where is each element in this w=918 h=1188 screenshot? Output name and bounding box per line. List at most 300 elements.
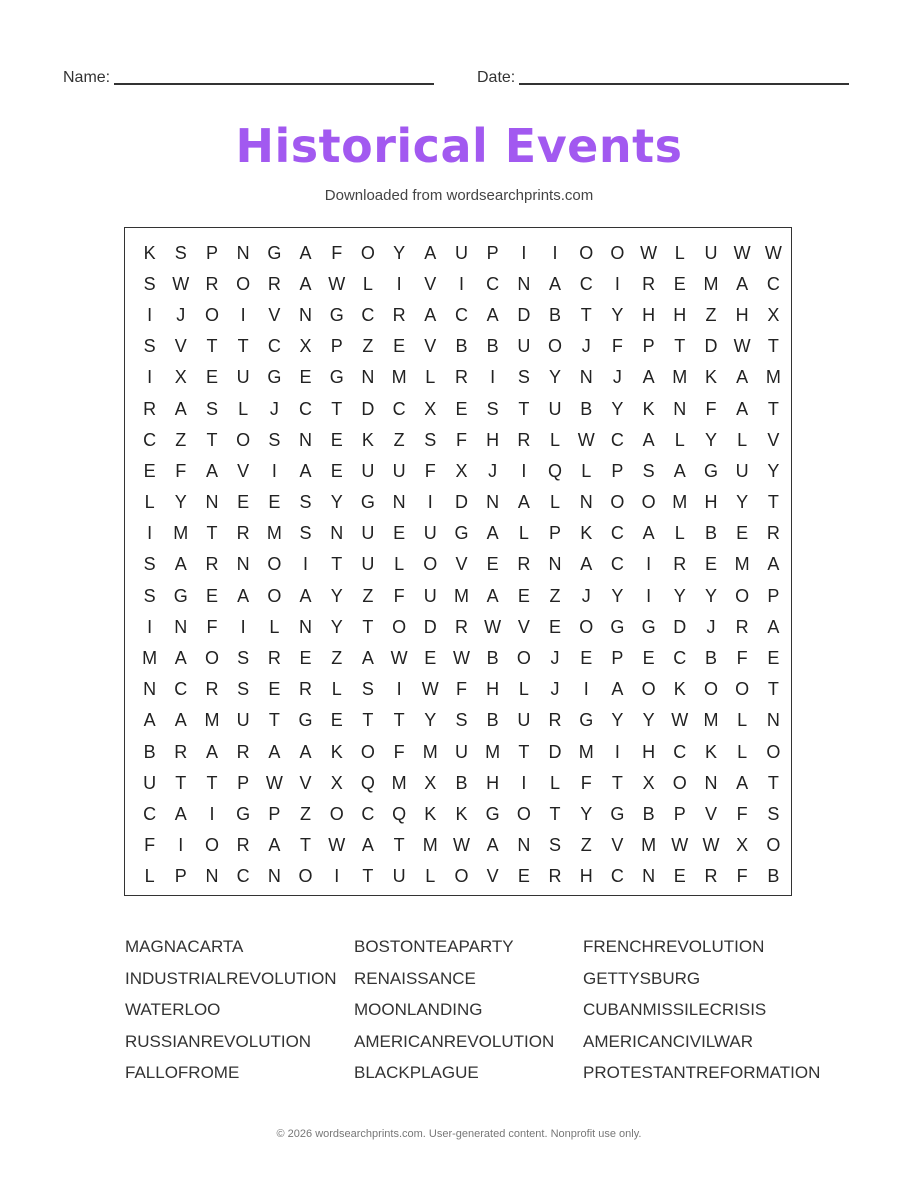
grid-letter[interactable]: T: [518, 741, 530, 762]
grid-letter[interactable]: M: [765, 367, 781, 388]
grid-letter[interactable]: V: [611, 835, 624, 856]
grid-letter[interactable]: A: [174, 648, 187, 669]
grid-letter[interactable]: N: [517, 273, 531, 294]
grid-letter[interactable]: Y: [767, 460, 780, 481]
date-line[interactable]: [519, 83, 849, 85]
grid-letter[interactable]: X: [299, 336, 312, 357]
grid-letter[interactable]: V: [517, 616, 530, 637]
grid-letter[interactable]: S: [237, 648, 250, 669]
grid-letter[interactable]: M: [391, 367, 407, 388]
grid-letter[interactable]: T: [237, 336, 249, 357]
grid-letter[interactable]: I: [521, 242, 527, 263]
grid-letter[interactable]: P: [486, 242, 499, 263]
grid-letter[interactable]: T: [393, 835, 405, 856]
grid-letter[interactable]: A: [174, 554, 187, 575]
grid-letter[interactable]: T: [767, 772, 779, 793]
grid-letter[interactable]: N: [205, 492, 219, 513]
grid-letter[interactable]: B: [486, 648, 499, 669]
grid-letter[interactable]: M: [485, 741, 501, 762]
grid-letter[interactable]: S: [237, 679, 250, 700]
grid-letter[interactable]: R: [454, 616, 468, 637]
grid-letter[interactable]: O: [236, 273, 251, 294]
grid-letter[interactable]: U: [735, 460, 749, 481]
grid-letter[interactable]: N: [486, 492, 500, 513]
grid-letter[interactable]: A: [299, 585, 312, 606]
grid-letter[interactable]: Y: [736, 492, 749, 513]
grid-letter[interactable]: U: [548, 398, 562, 419]
grid-letter[interactable]: B: [455, 772, 468, 793]
grid-letter[interactable]: O: [360, 741, 375, 762]
grid-letter[interactable]: X: [174, 367, 187, 388]
grid-letter[interactable]: R: [143, 398, 157, 419]
grid-letter[interactable]: E: [268, 492, 281, 513]
grid-letter[interactable]: I: [334, 866, 340, 887]
grid-letter[interactable]: B: [549, 304, 562, 325]
grid-letter[interactable]: W: [265, 772, 283, 793]
grid-letter[interactable]: V: [767, 429, 780, 450]
grid-letter[interactable]: P: [673, 803, 686, 824]
grid-letter[interactable]: C: [454, 304, 468, 325]
grid-letter[interactable]: T: [362, 866, 374, 887]
grid-letter[interactable]: J: [706, 616, 716, 637]
grid-letter[interactable]: W: [577, 429, 595, 450]
grid-letter[interactable]: F: [144, 835, 156, 856]
grid-letter[interactable]: O: [298, 866, 313, 887]
grid-letter[interactable]: D: [517, 304, 531, 325]
grid-letter[interactable]: R: [267, 648, 281, 669]
grid-letter[interactable]: Y: [704, 585, 717, 606]
grid-letter[interactable]: Z: [362, 585, 374, 606]
grid-letter[interactable]: N: [330, 523, 344, 544]
grid-letter[interactable]: J: [176, 304, 186, 325]
grid-letter[interactable]: H: [704, 492, 718, 513]
grid-letter[interactable]: Q: [360, 772, 375, 793]
grid-letter[interactable]: O: [579, 242, 594, 263]
grid-letter[interactable]: N: [236, 242, 250, 263]
grid-letter[interactable]: C: [486, 273, 500, 294]
grid-letter[interactable]: J: [581, 585, 591, 606]
grid-letter[interactable]: A: [268, 741, 281, 762]
grid-letter[interactable]: T: [331, 398, 343, 419]
grid-letter[interactable]: A: [361, 648, 374, 669]
grid-letter[interactable]: G: [298, 710, 313, 731]
grid-letter[interactable]: V: [486, 866, 499, 887]
grid-letter[interactable]: P: [174, 866, 187, 887]
grid-letter[interactable]: R: [548, 866, 562, 887]
grid-letter[interactable]: H: [673, 304, 687, 325]
grid-letter[interactable]: O: [766, 835, 781, 856]
grid-letter[interactable]: G: [329, 367, 344, 388]
grid-letter[interactable]: O: [641, 679, 656, 700]
grid-letter[interactable]: I: [271, 460, 277, 481]
grid-letter[interactable]: L: [269, 616, 280, 637]
grid-letter[interactable]: R: [392, 304, 406, 325]
grid-letter[interactable]: R: [267, 273, 281, 294]
grid-letter[interactable]: J: [488, 460, 498, 481]
grid-letter[interactable]: R: [673, 554, 687, 575]
grid-letter[interactable]: O: [204, 648, 219, 669]
grid-letter[interactable]: P: [611, 648, 624, 669]
grid-letter[interactable]: W: [640, 242, 658, 263]
grid-letter[interactable]: F: [175, 460, 187, 481]
grid-letter[interactable]: L: [425, 367, 436, 388]
grid-letter[interactable]: A: [580, 554, 593, 575]
grid-letter[interactable]: Z: [362, 336, 374, 357]
grid-letter[interactable]: L: [394, 554, 405, 575]
grid-letter[interactable]: T: [362, 616, 374, 637]
grid-letter[interactable]: F: [736, 803, 748, 824]
grid-letter[interactable]: A: [299, 273, 312, 294]
grid-letter[interactable]: G: [610, 803, 625, 824]
grid-letter[interactable]: K: [455, 803, 468, 824]
grid-letter[interactable]: E: [330, 460, 343, 481]
grid-letter[interactable]: O: [204, 304, 219, 325]
grid-letter[interactable]: K: [330, 741, 343, 762]
grid-letter[interactable]: W: [764, 242, 782, 263]
grid-letter[interactable]: N: [205, 866, 219, 887]
grid-letter[interactable]: K: [424, 803, 437, 824]
grid-letter[interactable]: O: [766, 741, 781, 762]
grid-letter[interactable]: M: [453, 585, 469, 606]
grid-letter[interactable]: I: [552, 242, 558, 263]
grid-letter[interactable]: A: [486, 585, 499, 606]
grid-letter[interactable]: E: [517, 585, 530, 606]
grid-letter[interactable]: L: [737, 710, 748, 731]
grid-letter[interactable]: I: [427, 492, 433, 513]
grid-letter[interactable]: I: [583, 679, 589, 700]
grid-letter[interactable]: C: [610, 429, 624, 450]
grid-letter[interactable]: V: [704, 803, 717, 824]
grid-letter[interactable]: M: [734, 554, 750, 575]
grid-letter[interactable]: N: [299, 616, 313, 637]
grid-letter[interactable]: U: [423, 523, 437, 544]
grid-letter[interactable]: K: [361, 429, 374, 450]
grid-letter[interactable]: L: [331, 679, 342, 700]
grid-letter[interactable]: M: [422, 835, 438, 856]
grid-letter[interactable]: I: [147, 304, 153, 325]
grid-letter[interactable]: C: [392, 398, 406, 419]
grid-letter[interactable]: T: [611, 772, 623, 793]
grid-letter[interactable]: I: [646, 585, 652, 606]
grid-letter[interactable]: L: [674, 523, 685, 544]
grid-letter[interactable]: E: [673, 866, 686, 887]
grid-letter[interactable]: Y: [330, 585, 343, 606]
grid-letter[interactable]: S: [143, 336, 156, 357]
grid-letter[interactable]: A: [736, 367, 749, 388]
grid-letter[interactable]: N: [766, 710, 780, 731]
grid-letter[interactable]: F: [331, 242, 343, 263]
grid-letter[interactable]: A: [549, 273, 562, 294]
grid-letter[interactable]: U: [392, 866, 406, 887]
grid-letter[interactable]: D: [423, 616, 437, 637]
grid-letter[interactable]: H: [642, 304, 656, 325]
grid-letter[interactable]: L: [362, 273, 373, 294]
grid-letter[interactable]: E: [455, 398, 468, 419]
grid-letter[interactable]: E: [299, 648, 312, 669]
grid-letter[interactable]: A: [517, 492, 530, 513]
grid-letter[interactable]: J: [550, 648, 560, 669]
grid-letter[interactable]: F: [424, 460, 436, 481]
grid-letter[interactable]: G: [610, 616, 625, 637]
grid-letter[interactable]: S: [205, 398, 218, 419]
grid-letter[interactable]: R: [205, 273, 219, 294]
grid-letter[interactable]: R: [174, 741, 188, 762]
grid-letter[interactable]: U: [392, 460, 406, 481]
grid-letter[interactable]: F: [736, 866, 748, 887]
grid-letter[interactable]: R: [205, 679, 219, 700]
grid-letter[interactable]: M: [672, 367, 688, 388]
grid-letter[interactable]: O: [360, 242, 375, 263]
grid-letter[interactable]: A: [361, 835, 374, 856]
grid-letter[interactable]: V: [424, 273, 437, 294]
grid-letter[interactable]: P: [611, 460, 624, 481]
grid-letter[interactable]: K: [673, 679, 686, 700]
grid-letter[interactable]: R: [454, 367, 468, 388]
grid-letter[interactable]: K: [704, 367, 717, 388]
grid-letter[interactable]: D: [548, 741, 562, 762]
grid-letter[interactable]: L: [550, 772, 561, 793]
grid-letter[interactable]: W: [172, 273, 190, 294]
grid-letter[interactable]: A: [424, 304, 437, 325]
grid-letter[interactable]: I: [240, 616, 246, 637]
grid-letter[interactable]: A: [237, 585, 250, 606]
grid-letter[interactable]: B: [642, 803, 655, 824]
grid-letter[interactable]: P: [205, 242, 218, 263]
grid-letter[interactable]: D: [454, 492, 468, 513]
grid-letter[interactable]: X: [767, 304, 780, 325]
date-field[interactable]: [477, 68, 849, 88]
grid-letter[interactable]: C: [267, 336, 281, 357]
grid-letter[interactable]: Q: [392, 803, 407, 824]
grid-letter[interactable]: E: [673, 273, 686, 294]
grid-letter[interactable]: I: [490, 367, 496, 388]
grid-letter[interactable]: W: [702, 835, 720, 856]
grid-letter[interactable]: C: [673, 741, 687, 762]
grid-letter[interactable]: I: [178, 835, 184, 856]
grid-letter[interactable]: Y: [580, 803, 593, 824]
grid-letter[interactable]: R: [517, 554, 531, 575]
grid-letter[interactable]: E: [393, 523, 406, 544]
grid-letter[interactable]: Y: [330, 616, 343, 637]
grid-letter[interactable]: U: [454, 741, 468, 762]
grid-letter[interactable]: S: [174, 242, 187, 263]
grid-letter[interactable]: U: [361, 554, 375, 575]
grid-letter[interactable]: N: [579, 367, 593, 388]
grid-letter[interactable]: L: [737, 429, 748, 450]
grid-letter[interactable]: P: [642, 336, 655, 357]
grid-letter[interactable]: E: [330, 710, 343, 731]
grid-letter[interactable]: M: [204, 710, 220, 731]
grid-letter[interactable]: Z: [393, 429, 405, 450]
grid-letter[interactable]: V: [424, 336, 437, 357]
grid-letter[interactable]: C: [579, 273, 593, 294]
grid-letter[interactable]: B: [580, 398, 593, 419]
grid-letter[interactable]: J: [612, 367, 622, 388]
grid-letter[interactable]: G: [236, 803, 251, 824]
grid-letter[interactable]: A: [299, 741, 312, 762]
grid-letter[interactable]: N: [143, 679, 157, 700]
grid-letter[interactable]: L: [425, 866, 436, 887]
grid-letter[interactable]: Y: [330, 492, 343, 513]
grid-letter[interactable]: U: [517, 336, 531, 357]
grid-letter[interactable]: F: [393, 585, 405, 606]
grid-letter[interactable]: T: [206, 523, 218, 544]
grid-letter[interactable]: N: [579, 492, 593, 513]
grid-letter[interactable]: L: [674, 242, 685, 263]
grid-letter[interactable]: O: [703, 679, 718, 700]
grid-letter[interactable]: U: [143, 772, 157, 793]
grid-letter[interactable]: F: [455, 679, 467, 700]
grid-letter[interactable]: A: [268, 835, 281, 856]
grid-letter[interactable]: O: [672, 772, 687, 793]
grid-letter[interactable]: H: [486, 679, 500, 700]
grid-letter[interactable]: C: [361, 304, 375, 325]
grid-letter[interactable]: I: [521, 772, 527, 793]
grid-letter[interactable]: U: [236, 367, 250, 388]
grid-letter[interactable]: P: [237, 772, 250, 793]
grid-letter[interactable]: O: [204, 835, 219, 856]
grid-letter[interactable]: L: [144, 866, 155, 887]
grid-letter[interactable]: A: [767, 554, 780, 575]
grid-letter[interactable]: K: [704, 741, 717, 762]
grid-letter[interactable]: E: [424, 648, 437, 669]
grid-letter[interactable]: C: [174, 679, 188, 700]
grid-letter[interactable]: S: [143, 273, 156, 294]
grid-letter[interactable]: C: [610, 554, 624, 575]
grid-letter[interactable]: N: [392, 492, 406, 513]
grid-letter[interactable]: G: [360, 492, 375, 513]
grid-letter[interactable]: O: [735, 679, 750, 700]
grid-letter[interactable]: Y: [673, 585, 686, 606]
grid-letter[interactable]: P: [330, 336, 343, 357]
grid-letter[interactable]: M: [703, 710, 719, 731]
grid-letter[interactable]: O: [423, 554, 438, 575]
grid-letter[interactable]: I: [458, 273, 464, 294]
grid-letter[interactable]: M: [641, 835, 657, 856]
grid-letter[interactable]: W: [733, 242, 751, 263]
grid-letter[interactable]: I: [396, 273, 402, 294]
grid-letter[interactable]: Y: [393, 242, 406, 263]
grid-letter[interactable]: X: [424, 772, 437, 793]
grid-letter[interactable]: T: [393, 710, 405, 731]
grid-letter[interactable]: T: [175, 772, 187, 793]
grid-letter[interactable]: W: [452, 648, 470, 669]
grid-letter[interactable]: R: [236, 741, 250, 762]
grid-letter[interactable]: Y: [704, 429, 717, 450]
grid-letter[interactable]: T: [767, 336, 779, 357]
grid-letter[interactable]: R: [299, 679, 313, 700]
grid-letter[interactable]: O: [735, 585, 750, 606]
grid-letter[interactable]: M: [142, 648, 158, 669]
grid-letter[interactable]: O: [329, 803, 344, 824]
grid-letter[interactable]: Z: [549, 585, 561, 606]
grid-letter[interactable]: K: [580, 523, 593, 544]
grid-letter[interactable]: V: [455, 554, 468, 575]
grid-letter[interactable]: M: [173, 523, 189, 544]
grid-letter[interactable]: E: [330, 429, 343, 450]
grid-letter[interactable]: E: [580, 648, 593, 669]
grid-letter[interactable]: V: [174, 336, 187, 357]
grid-letter[interactable]: S: [549, 835, 562, 856]
grid-letter[interactable]: E: [704, 554, 717, 575]
grid-letter[interactable]: I: [646, 554, 652, 575]
grid-letter[interactable]: F: [455, 429, 467, 450]
grid-letter[interactable]: U: [361, 523, 375, 544]
grid-letter[interactable]: W: [733, 336, 751, 357]
grid-letter[interactable]: T: [206, 772, 218, 793]
grid-letter[interactable]: B: [486, 710, 499, 731]
grid-letter[interactable]: O: [236, 429, 251, 450]
grid-letter[interactable]: U: [361, 460, 375, 481]
grid-letter[interactable]: Y: [611, 304, 624, 325]
grid-letter[interactable]: L: [144, 492, 155, 513]
grid-letter[interactable]: L: [518, 679, 529, 700]
grid-letter[interactable]: C: [361, 803, 375, 824]
grid-letter[interactable]: E: [237, 492, 250, 513]
grid-letter[interactable]: R: [642, 273, 656, 294]
grid-letter[interactable]: U: [236, 710, 250, 731]
grid-letter[interactable]: A: [205, 460, 218, 481]
grid-letter[interactable]: G: [173, 585, 188, 606]
grid-letter[interactable]: E: [143, 460, 156, 481]
grid-letter[interactable]: N: [299, 429, 313, 450]
grid-letter[interactable]: O: [548, 336, 563, 357]
grid-letter[interactable]: I: [240, 304, 246, 325]
grid-letter[interactable]: Y: [642, 710, 655, 731]
grid-letter[interactable]: A: [642, 429, 655, 450]
grid-letter[interactable]: W: [390, 648, 408, 669]
grid-letter[interactable]: H: [486, 772, 500, 793]
grid-letter[interactable]: E: [299, 367, 312, 388]
grid-letter[interactable]: A: [642, 367, 655, 388]
grid-letter[interactable]: M: [266, 523, 282, 544]
grid-letter[interactable]: S: [143, 554, 156, 575]
grid-letter[interactable]: G: [579, 710, 594, 731]
grid-letter[interactable]: M: [703, 273, 719, 294]
grid-letter[interactable]: E: [486, 554, 499, 575]
grid-letter[interactable]: G: [485, 803, 500, 824]
grid-letter[interactable]: W: [328, 273, 346, 294]
grid-letter[interactable]: S: [642, 460, 655, 481]
grid-letter[interactable]: Y: [611, 585, 624, 606]
grid-letter[interactable]: L: [238, 398, 249, 419]
grid-letter[interactable]: Y: [611, 710, 624, 731]
grid-letter[interactable]: A: [486, 835, 499, 856]
grid-letter[interactable]: Y: [549, 367, 562, 388]
grid-letter[interactable]: E: [268, 679, 281, 700]
grid-letter[interactable]: A: [486, 304, 499, 325]
grid-letter[interactable]: B: [143, 741, 156, 762]
grid-letter[interactable]: N: [704, 772, 718, 793]
grid-letter[interactable]: S: [455, 710, 468, 731]
grid-letter[interactable]: H: [486, 429, 500, 450]
grid-letter[interactable]: S: [268, 429, 281, 450]
grid-letter[interactable]: N: [299, 304, 313, 325]
grid-letter[interactable]: T: [268, 710, 280, 731]
grid-letter[interactable]: I: [614, 741, 620, 762]
grid-letter[interactable]: C: [143, 803, 157, 824]
grid-letter[interactable]: F: [705, 398, 717, 419]
grid-letter[interactable]: A: [642, 523, 655, 544]
grid-letter[interactable]: G: [641, 616, 656, 637]
grid-letter[interactable]: G: [454, 523, 469, 544]
grid-letter[interactable]: A: [673, 460, 686, 481]
grid-letter[interactable]: S: [424, 429, 437, 450]
grid-letter[interactable]: O: [610, 492, 625, 513]
grid-letter[interactable]: C: [299, 398, 313, 419]
grid-letter[interactable]: I: [147, 616, 153, 637]
grid-letter[interactable]: A: [299, 460, 312, 481]
